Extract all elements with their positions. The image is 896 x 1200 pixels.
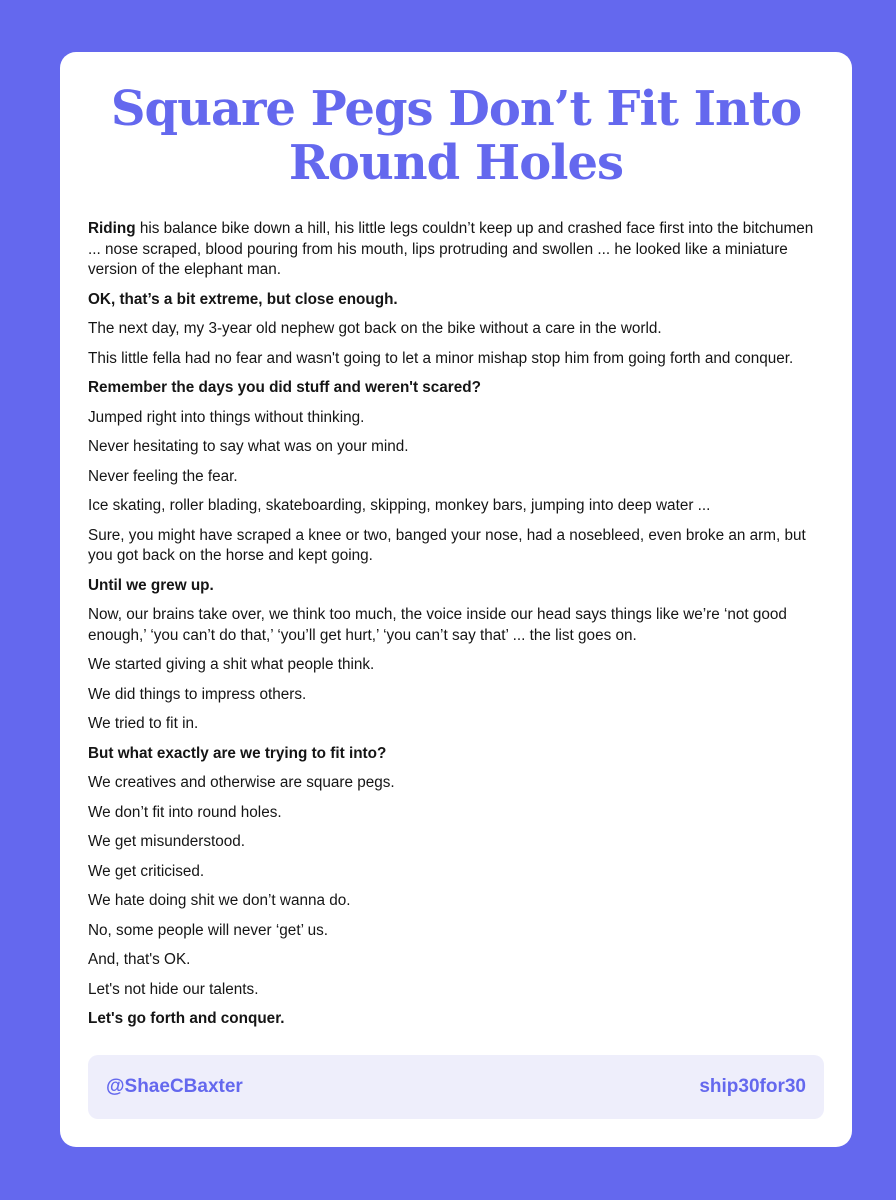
- paragraph: [88, 496, 824, 517]
- paragraph-text: No, some people will never ‘get’ us.: [88, 921, 329, 939]
- paragraph: [88, 921, 824, 942]
- paragraph: [88, 714, 824, 735]
- paragraph-text: This little fella had no fear and wasn't going to let a minor mishap stop him from going forth and conquer.: [88, 349, 794, 367]
- paragraph-text: We hate doing shit we don’t wanna do.: [88, 892, 351, 909]
- paragraph: [88, 803, 824, 824]
- article-card: [60, 52, 852, 1147]
- footer-bar: [88, 1055, 824, 1119]
- paragraph-text: We started giving a shit what people think.: [88, 656, 375, 673]
- bold-paragraph: [88, 378, 824, 399]
- paragraph-text: Sure, you might have scraped a knee or two, banged your nose, had a nosebleed, even broke an arm, but you got back on the horse and kept going.: [88, 526, 806, 564]
- paragraph-text: But what exactly are we trying to fit into?: [88, 744, 387, 762]
- bold-paragraph: [88, 1009, 824, 1030]
- paragraph-text: Let's go forth and conquer.: [88, 1010, 285, 1027]
- paragraph: [88, 950, 824, 971]
- paragraph: [88, 980, 824, 1001]
- paragraph-text: We don’t fit into round holes.: [88, 803, 282, 821]
- paragraph-text: And, that's OK.: [88, 951, 191, 968]
- paragraph: [88, 891, 824, 912]
- paragraph: [88, 349, 824, 370]
- paragraph: [88, 408, 824, 429]
- intro-lead: Riding: [88, 220, 136, 237]
- paragraph: [88, 685, 824, 706]
- paragraph-text: We did things to impress others.: [88, 685, 307, 703]
- paragraph-text: Until we grew up.: [88, 576, 214, 594]
- paragraph-text: The next day, my 3-year old nephew got back on the bike without a care in the world.: [88, 320, 662, 337]
- paragraph: [88, 526, 824, 567]
- paragraph-text: Let's not hide our talents.: [88, 980, 259, 998]
- author-handle[interactable]: @ShaeCBaxter: [106, 1076, 243, 1097]
- paragraph-text: We tried to fit in.: [88, 715, 199, 732]
- paragraph-text: OK, that’s a bit extreme, but close enough.: [88, 290, 398, 308]
- paragraph: [88, 319, 824, 340]
- paragraph-text: Ice skating, roller blading, skateboarding, skipping, monkey bars, jumping into deep water ...: [88, 497, 711, 514]
- hashtag-label: ship30for30: [699, 1076, 806, 1097]
- paragraph-text: We get criticised.: [88, 862, 205, 880]
- paragraph: [88, 605, 824, 646]
- paragraph: [88, 655, 824, 676]
- intro-paragraph: [88, 219, 824, 281]
- paragraph: [88, 862, 824, 883]
- intro-text: his balance bike down a hill, his little legs couldn’t keep up and crashed face first into the bitchumen ... nose scraped, blood pouring from his mouth, lips protruding and swollen ... he looked like a miniature version of the elephant man.: [88, 220, 814, 278]
- paragraph-text: Never hesitating to say what was on your mind.: [88, 438, 409, 455]
- paragraph: [88, 773, 824, 794]
- article-body: [88, 219, 824, 1039]
- paragraph-text: Never feeling the fear.: [88, 467, 238, 485]
- paragraph-text: Remember the days you did stuff and weren't scared?: [88, 379, 481, 396]
- bold-paragraph: [88, 290, 824, 311]
- bold-paragraph: [88, 576, 824, 597]
- paragraph-text: We get misunderstood.: [88, 833, 246, 850]
- bold-paragraph: [88, 744, 824, 765]
- paragraph: [88, 467, 824, 488]
- paragraph: [88, 437, 824, 458]
- paragraph-text: Now, our brains take over, we think too much, the voice inside our head says things like we’re ‘not good enough,’ ‘you can’t do that,’ ‘you’ll get hurt,’ ‘you can’t say that’ ... the list goes on.: [88, 606, 787, 644]
- page-title: Square Pegs Don’t Fit Into Round Holes: [110, 81, 802, 191]
- paragraph: [88, 832, 824, 853]
- paragraph-text: We creatives and otherwise are square pegs.: [88, 774, 395, 791]
- paragraph-text: Jumped right into things without thinking.: [88, 408, 365, 426]
